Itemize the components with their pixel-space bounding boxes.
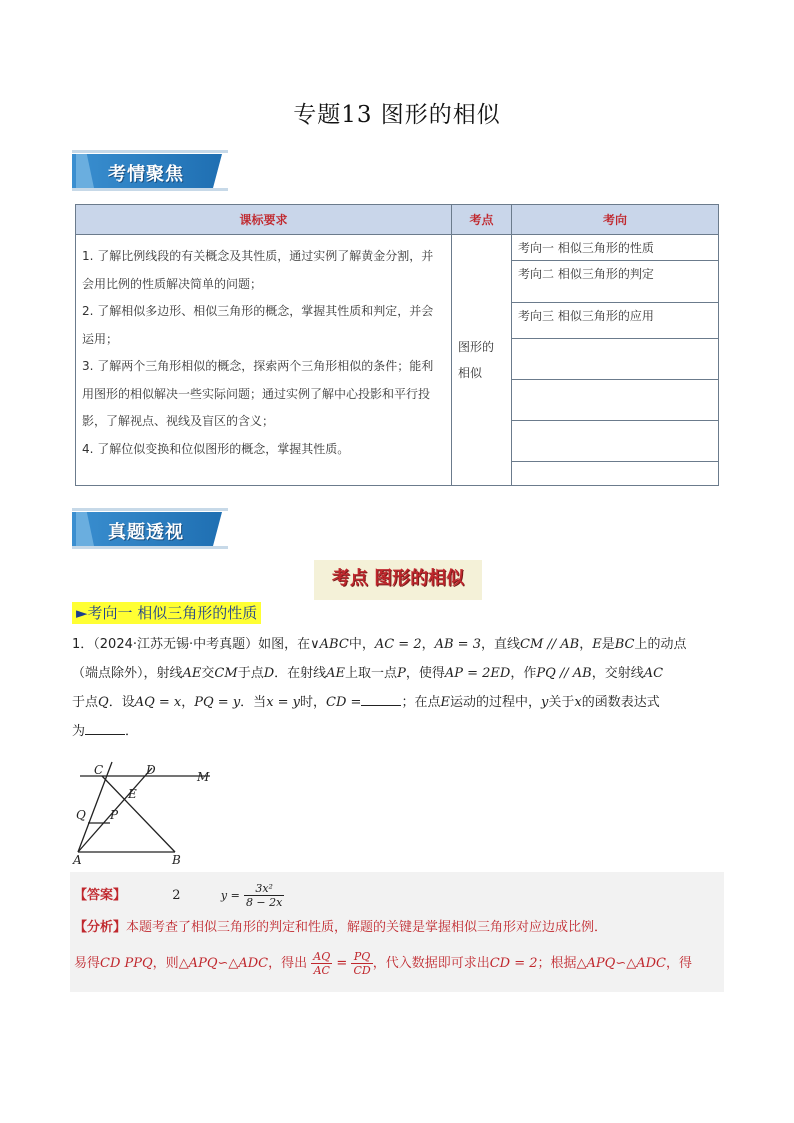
kaoxiang-row: 考向二 相似三角形的判定 xyxy=(512,261,719,303)
answer-formula-lhs: y = xyxy=(220,889,240,902)
question-line-4: 为 ． xyxy=(72,717,732,746)
label-A: A xyxy=(73,853,82,866)
req-item: 3. 了解两个三角形相似的概念，探索两个三角形相似的条件；能利用图形的相似解决一些实际问题；通过实例了解中心投影和平行投影，了解视点、视线及盲区的含义； xyxy=(82,359,434,428)
banner-text: 真题透视 xyxy=(108,522,184,543)
analysis-line-2: 易得CD PPQ，则△APQ∽△ADC，得出 $\frac{AQ}{AC}$ = $\frac{PQ}{CD}$ ，代入数据即可求出CD = 2；根据△APQ∽△ADC，得 xyxy=(74,950,692,977)
question-text xyxy=(72,630,732,746)
label-D: D xyxy=(146,763,156,777)
question-line-1: 1．（2024·江苏无锡·中考真题）如图，在∨ABC中，AC = 2，AB = 3，直线CM // AB，E是BC上的动点 xyxy=(72,637,687,652)
kaoxiang-row: 考向三 相似三角形的应用 xyxy=(512,303,719,339)
kaodian-text: 图形的相似 xyxy=(458,340,495,380)
answer-line xyxy=(74,882,284,909)
banner-kaoqing xyxy=(72,150,230,194)
answer-fraction-den: 8 − 2x xyxy=(245,896,283,909)
answer-value-1: 2 xyxy=(172,888,181,903)
label-E: E xyxy=(128,787,137,801)
banner-text: 考情聚焦 xyxy=(108,164,184,185)
analysis-line-1 xyxy=(74,916,607,935)
req-item: 1. 了解比例线段的有关概念及其性质，通过实例了解黄金分割，并会用比例的性质解决简单的问题； xyxy=(82,249,434,291)
kaodian-cell xyxy=(452,235,512,486)
req-item: 2. 了解相似多边形、相似三角形的概念，掌握其性质和判定，并会运用； xyxy=(82,304,434,346)
header-kaoxiang: 考向 xyxy=(512,205,719,235)
geometry-figure xyxy=(70,760,220,866)
blank-1 xyxy=(361,691,401,706)
kaoxiang-row xyxy=(512,462,719,486)
page-title: 专题13 图形的相似 xyxy=(293,102,501,128)
label-M: M xyxy=(197,770,210,784)
answer-fraction xyxy=(244,882,284,909)
blank-2 xyxy=(85,720,125,735)
banner-zhenti xyxy=(72,508,230,552)
header-kebiao: 课标要求 xyxy=(76,205,452,235)
label-B: B xyxy=(172,853,181,866)
requirements-cell xyxy=(76,235,452,486)
answer-label: 【答案】 xyxy=(74,888,127,903)
header-kaodian: 考点 xyxy=(452,205,512,235)
label-C: C xyxy=(94,763,104,777)
analysis-label: 【分析】 xyxy=(74,920,127,935)
kaoxiang-row: 考向一 相似三角形的性质 xyxy=(512,235,719,261)
answer-box xyxy=(70,872,724,992)
question-line-3: 于点Q．设AQ = x，PQ = y．当x = y时，CD = ；在点E运动的过程中，y关于x的函数表达式 xyxy=(72,688,732,717)
analysis-frac-2: $\frac{PQ}{CD}$ xyxy=(353,950,371,977)
direction-label: ►考向一 相似三角形的性质 xyxy=(72,602,261,624)
kaoxiang-row xyxy=(512,380,719,421)
req-item: 4. 了解位似变换和位似图形的概念，掌握其性质。 xyxy=(82,441,350,456)
answer-fraction-num: 3x² xyxy=(244,882,284,896)
analysis-frac-1: $\frac{AQ}{AC}$ xyxy=(313,950,331,977)
kaoxiang-row xyxy=(512,421,719,462)
analysis-text: 本题考查了相似三角形的判定和性质，解题的关键是掌握相似三角形对应边成比例． xyxy=(126,920,608,935)
kaoxiang-row xyxy=(512,339,719,380)
label-Q: Q xyxy=(76,808,86,822)
question-line-2: （端点除外），射线AE交CM于点D．在射线AE上取一点P，使得AP = 2ED，作PQ // AB，交射线AC xyxy=(72,666,664,681)
label-P: P xyxy=(110,808,119,822)
requirements-table xyxy=(75,204,719,486)
section-title: 考点 图形的相似 xyxy=(314,560,482,600)
